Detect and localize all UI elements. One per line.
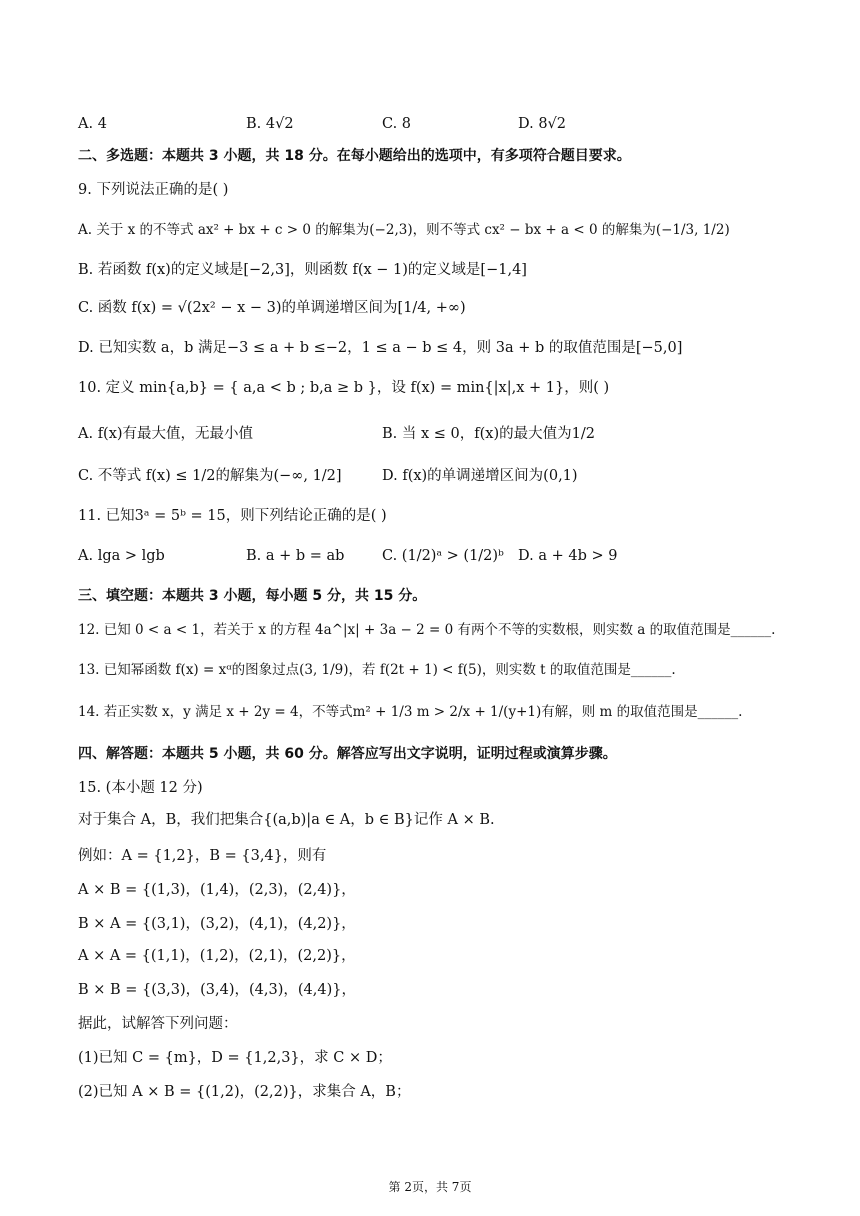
q8-option-b: B. 4√2 xyxy=(246,116,294,132)
q11-option-d: D. a + 4b > 9 xyxy=(518,548,618,564)
q8-option-d: D. 8√2 xyxy=(518,116,567,132)
q15-line-2: 例如：A = {1,2}，B = {3,4}，则有 xyxy=(78,848,327,864)
q15-line-4: B × A = {(3,1)，(3,2)，(4,1)，(4,2)}， xyxy=(78,916,356,932)
q9-option-d: D. 已知实数 a，b 满足−3 ≤ a + b ≤−2，1 ≤ a − b ≤ 4，则 3a + b 的取值范围是[−5,0] xyxy=(78,340,683,356)
q10-option-d: D. f(x)的单调递增区间为(0,1) xyxy=(382,468,578,484)
q10-option-b: B. 当 x ≤ 0，f(x)的最大值为1/2 xyxy=(382,426,595,442)
q14: 14. 若正实数 x，y 满足 x + 2y = 4，不等式m² + 1/3 m > 2/x + 1/(y+1)有解，则 m 的取值范围是______. xyxy=(78,704,743,720)
q13: 13. 已知幂函数 f(x) = xᵅ的图象过点(3, 1/9)，若 f(2t + 1) < f(5)，则实数 t 的取值范围是______. xyxy=(78,662,676,678)
q11-option-b: B. a + b = ab xyxy=(246,548,345,564)
q15-line-3: A × B = {(1,3)，(1,4)，(2,3)，(2,4)}， xyxy=(78,882,356,898)
q11-option-c: C. (1/2)ᵃ > (1/2)ᵇ xyxy=(382,548,504,564)
q11-option-a: A. lga > lgb xyxy=(78,548,165,564)
q15-line-6: B × B = {(3,3)，(3,4)，(4,3)，(4,4)}， xyxy=(78,982,356,998)
page-footer: 第 2页，共 7页 xyxy=(388,1180,472,1194)
q9-stem: 9. 下列说法正确的是( ) xyxy=(78,182,229,198)
q15-line-1: 对于集合 A，B，我们把集合{(a,b)|a ∈ A，b ∈ B}记作 A × B. xyxy=(78,812,495,828)
section-heading-multiple-choice: 二、多选题：本题共 3 小题，共 18 分。在每小题给出的选项中，有多项符合题目要求。 xyxy=(78,148,631,164)
q15-title: 15. (本小题 12 分) xyxy=(78,780,203,796)
q9-option-b: B. 若函数 f(x)的定义域是[−2,3]，则函数 f(x − 1)的定义域是[−1,4] xyxy=(78,262,527,278)
q8-option-c: C. 8 xyxy=(382,116,412,132)
q10-option-c: C. 不等式 f(x) ≤ 1/2的解集为(−∞, 1/2] xyxy=(78,468,342,484)
q11-stem: 11. 已知3ᵃ = 5ᵇ = 15，则下列结论正确的是( ) xyxy=(78,508,387,524)
q8-option-a: A. 4 xyxy=(78,116,107,132)
q15-line-5: A × A = {(1,1)，(1,2)，(2,1)，(2,2)}， xyxy=(78,948,356,964)
q10-stem: 10. 定义 min{a,b} = { a,a < b ; b,a ≥ b }，设 f(x) = min{|x|,x + 1}，则( ) xyxy=(78,380,610,396)
q9-option-a: A. 关于 x 的不等式 ax² + bx + c > 0 的解集为(−2,3)，则不等式 cx² − bx + a < 0 的解集为(−1/3, 1/2) xyxy=(78,222,730,238)
q9-option-c: C. 函数 f(x) = √(2x² − x − 3)的单调递增区间为[1/4, +∞) xyxy=(78,300,466,316)
q15-line-9: (2)已知 A × B = {(1,2)，(2,2)}，求集合 A，B； xyxy=(78,1084,411,1100)
q15-line-7: 据此，试解答下列问题： xyxy=(78,1016,238,1032)
section-heading-answer: 四、解答题：本题共 5 小题，共 60 分。解答应写出文字说明，证明过程或演算步骤。 xyxy=(78,746,617,762)
section-heading-fill-in: 三、填空题：本题共 3 小题，每小题 5 分，共 15 分。 xyxy=(78,588,427,604)
q15-line-8: (1)已知 C = {m}，D = {1,2,3}，求 C × D； xyxy=(78,1050,392,1066)
q10-option-a: A. f(x)有最大值，无最小值 xyxy=(78,426,254,442)
q12: 12. 已知 0 < a < 1，若关于 x 的方程 4a^|x| + 3a − 2 = 0 有两个不等的实数根，则实数 a 的取值范围是______. xyxy=(78,622,776,638)
